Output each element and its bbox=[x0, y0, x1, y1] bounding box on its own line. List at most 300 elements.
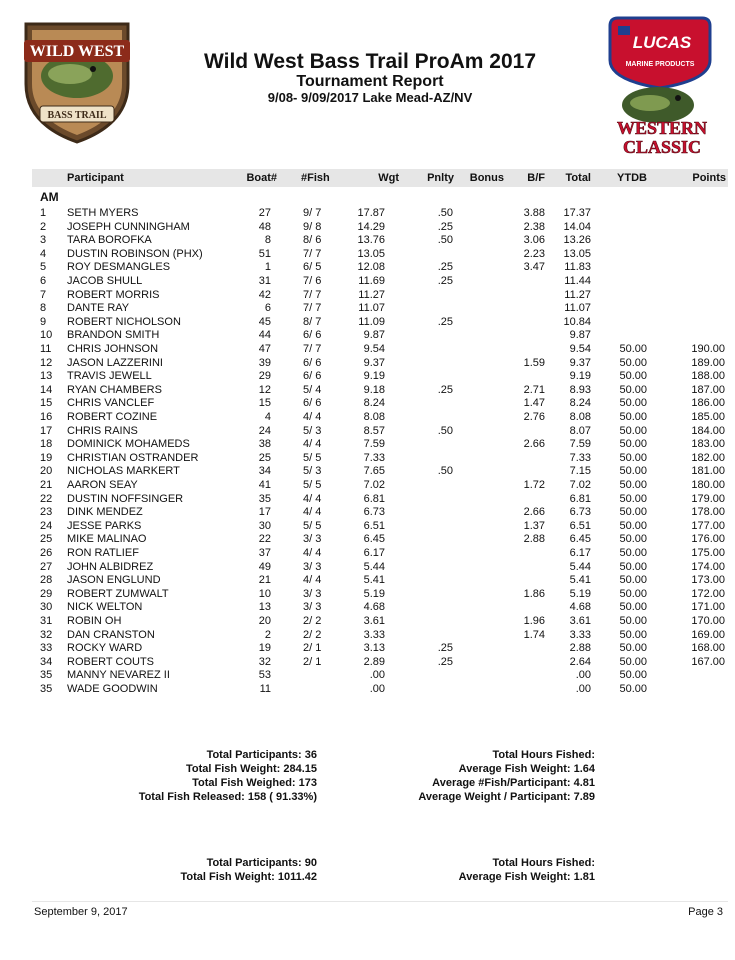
cell-boat-number: 45 bbox=[258, 315, 271, 328]
cell-boat-number: 35 bbox=[258, 492, 271, 505]
table-row bbox=[0, 479, 735, 493]
logo-right-bottom-text-2: CLASSIC bbox=[622, 137, 702, 157]
cell-participant-name: NICHOLAS MARKERT bbox=[67, 465, 180, 478]
table-row bbox=[0, 425, 735, 439]
cell-boat-number: 6 bbox=[264, 302, 271, 315]
cell-weight: 6.45 bbox=[363, 533, 385, 546]
cell-total-weight: 9.87 bbox=[569, 329, 591, 342]
cell-fish-count: 6/ 6 bbox=[303, 356, 322, 369]
col-header-points: Points bbox=[692, 172, 726, 184]
cell-ytdb: 50.00 bbox=[619, 451, 647, 464]
table-row bbox=[0, 506, 735, 520]
cell-fish-count: 4/ 4 bbox=[303, 506, 322, 519]
cell-boat-number: 25 bbox=[258, 451, 271, 464]
cell-total-weight: 9.54 bbox=[569, 343, 591, 355]
cell-rank: 18 bbox=[40, 438, 53, 451]
cell-rank: 34 bbox=[40, 655, 53, 668]
cell-big-fish: 2.66 bbox=[523, 438, 545, 451]
cell-ytdb: 50.00 bbox=[619, 587, 647, 600]
col-header-pnlty: Pnlty bbox=[427, 172, 454, 184]
cell-total-weight: .00 bbox=[575, 683, 591, 695]
cell-participant-name: JESSE PARKS bbox=[67, 519, 142, 532]
cell-participant-name: ROY DESMANGLES bbox=[67, 261, 171, 274]
cell-ytdb: 50.00 bbox=[619, 397, 647, 410]
table-row bbox=[0, 520, 735, 534]
cell-rank: 35 bbox=[40, 683, 53, 695]
cell-fish-count: 2/ 1 bbox=[303, 655, 322, 668]
cell-ytdb: 50.00 bbox=[619, 438, 647, 451]
cell-points: 185.00 bbox=[691, 411, 725, 423]
cell-rank: 6 bbox=[40, 275, 47, 287]
cell-points: 175.00 bbox=[691, 547, 725, 559]
summary-line: Average Fish Weight: 1.64 bbox=[458, 763, 595, 775]
summary-line: Average Fish Weight: 1.81 bbox=[458, 871, 595, 883]
cell-boat-number: 19 bbox=[258, 642, 271, 655]
table-row bbox=[0, 669, 735, 683]
cell-total-weight: 8.24 bbox=[569, 397, 591, 410]
cell-participant-name: JACOB SHULL bbox=[67, 275, 143, 287]
cell-participant-name: JASON ENGLUND bbox=[67, 574, 161, 587]
cell-total-weight: 5.44 bbox=[569, 560, 591, 573]
cell-total-weight: 11.83 bbox=[564, 261, 591, 274]
cell-points: 170.00 bbox=[691, 615, 725, 627]
wild-west-bass-trail-logo bbox=[18, 14, 136, 144]
cell-fish-count: 5/ 3 bbox=[303, 424, 322, 437]
cell-weight: 8.24 bbox=[363, 397, 385, 410]
cell-rank: 29 bbox=[40, 587, 53, 600]
cell-rank: 17 bbox=[40, 424, 53, 437]
cell-participant-name: ROBERT ZUMWALT bbox=[67, 587, 169, 600]
cell-participant-name: NICK WELTON bbox=[67, 601, 143, 614]
cell-rank: 5 bbox=[40, 261, 47, 274]
cell-rank: 24 bbox=[40, 519, 53, 532]
cell-participant-name: DINK MENDEZ bbox=[67, 506, 143, 519]
cell-participant-name: BRANDON SMITH bbox=[67, 329, 160, 342]
section-label: AM bbox=[40, 190, 59, 204]
summary-am-left bbox=[139, 748, 317, 804]
footer-date: September 9, 2017 bbox=[34, 906, 128, 918]
table-row bbox=[0, 642, 735, 656]
cell-fish-count: 7/ 7 bbox=[303, 302, 322, 315]
cell-big-fish: 1.37 bbox=[523, 519, 545, 532]
cell-points: 179.00 bbox=[691, 492, 725, 505]
cell-fish-count: 3/ 3 bbox=[303, 587, 322, 600]
table-row bbox=[0, 411, 735, 425]
report-title-block bbox=[140, 50, 600, 105]
summary-am-right bbox=[418, 748, 595, 804]
cell-fish-count: 6/ 6 bbox=[303, 397, 322, 410]
cell-participant-name: SETH MYERS bbox=[67, 207, 139, 219]
logo-right-brand-text: LUCAS bbox=[632, 33, 692, 52]
cell-total-weight: 2.64 bbox=[569, 655, 591, 668]
cell-participant-name: CHRIS VANCLEF bbox=[67, 397, 155, 410]
summary-line: Total Fish Released: 158 ( 91.33%) bbox=[138, 791, 317, 803]
cell-boat-number: 44 bbox=[258, 329, 271, 342]
cell-big-fish: 2.71 bbox=[523, 383, 545, 396]
cell-weight: 12.08 bbox=[357, 261, 385, 274]
cell-rank: 14 bbox=[40, 383, 53, 396]
cell-rank: 15 bbox=[40, 397, 53, 410]
cell-rank: 31 bbox=[40, 615, 53, 627]
cell-fish-count: 4/ 4 bbox=[303, 574, 322, 587]
cell-big-fish: 1.74 bbox=[523, 628, 545, 641]
table-row bbox=[0, 615, 735, 629]
cell-weight: 11.27 bbox=[358, 288, 385, 301]
table-row bbox=[0, 547, 735, 561]
cell-boat-number: 32 bbox=[258, 655, 271, 668]
cell-weight: 6.73 bbox=[363, 506, 385, 519]
cell-participant-name: MIKE MALINAO bbox=[67, 533, 147, 546]
cell-rank: 27 bbox=[40, 560, 53, 573]
cell-fish-count: 5/ 5 bbox=[303, 519, 322, 532]
col-header-ytdb: YTDB bbox=[617, 172, 647, 184]
cell-boat-number: 15 bbox=[258, 397, 271, 410]
summary-line: Total Hours Fished: bbox=[492, 749, 595, 761]
cell-fish-count: 7/ 6 bbox=[303, 275, 322, 287]
cell-fish-count: 2/ 2 bbox=[303, 628, 322, 641]
cell-participant-name: ROBERT NICHOLSON bbox=[67, 315, 181, 328]
table-row bbox=[0, 601, 735, 615]
cell-ytdb: 50.00 bbox=[619, 655, 647, 668]
cell-participant-name: JASON LAZZERINI bbox=[67, 356, 163, 369]
cell-fish-count: 7/ 7 bbox=[303, 288, 322, 301]
cell-points: 167.00 bbox=[691, 655, 725, 668]
cell-points: 182.00 bbox=[691, 451, 725, 464]
footer-divider bbox=[32, 901, 728, 902]
cell-boat-number: 47 bbox=[258, 343, 271, 355]
cell-boat-number: 20 bbox=[258, 615, 271, 627]
cell-points: 169.00 bbox=[691, 628, 725, 641]
logo-right-bottom-text-1: WESTERN bbox=[616, 118, 708, 138]
cell-participant-name: ROCKY WARD bbox=[67, 642, 143, 655]
summary-total-left bbox=[180, 856, 317, 884]
cell-weight: 3.61 bbox=[363, 615, 385, 627]
col-header-bonus: Bonus bbox=[469, 172, 504, 184]
cell-boat-number: 21 bbox=[258, 574, 271, 587]
cell-rank: 32 bbox=[40, 628, 53, 641]
cell-rank: 25 bbox=[40, 533, 53, 546]
cell-ytdb: 50.00 bbox=[619, 574, 647, 587]
cell-ytdb: 50.00 bbox=[619, 669, 647, 682]
cell-ytdb: 50.00 bbox=[619, 479, 647, 491]
cell-boat-number: 39 bbox=[258, 356, 271, 369]
cell-total-weight: 17.37 bbox=[563, 207, 591, 219]
table-row bbox=[0, 574, 735, 588]
cell-rank: 12 bbox=[40, 356, 53, 369]
cell-rank: 16 bbox=[40, 411, 53, 423]
summary-line: Average Weight / Participant: 7.89 bbox=[418, 791, 595, 803]
cell-total-weight: .00 bbox=[575, 669, 591, 682]
cell-weight: .00 bbox=[369, 669, 385, 682]
lucas-western-classic-logo bbox=[598, 10, 722, 160]
cell-weight: 9.37 bbox=[363, 356, 385, 369]
cell-weight: 3.33 bbox=[363, 628, 385, 641]
cell-big-fish: 1.72 bbox=[523, 479, 545, 491]
cell-big-fish: 2.88 bbox=[523, 533, 545, 546]
cell-big-fish: 2.76 bbox=[523, 411, 545, 423]
cell-ytdb: 50.00 bbox=[619, 628, 647, 641]
table-row bbox=[0, 493, 735, 507]
cell-total-weight: 14.04 bbox=[563, 220, 591, 233]
table-row bbox=[0, 302, 735, 316]
summary-line: Total Fish Weight: 284.15 bbox=[185, 763, 317, 775]
cell-participant-name: DUSTIN ROBINSON (PHX) bbox=[67, 247, 203, 260]
cell-boat-number: 37 bbox=[258, 547, 271, 559]
cell-weight: 14.29 bbox=[357, 220, 385, 233]
cell-fish-count: 5/ 5 bbox=[303, 451, 322, 464]
cell-ytdb: 50.00 bbox=[619, 370, 647, 383]
cell-rank: 19 bbox=[40, 451, 53, 464]
cell-points: 183.00 bbox=[691, 438, 725, 451]
cell-fish-count: 5/ 4 bbox=[303, 383, 322, 396]
cell-weight: 11.69 bbox=[358, 275, 385, 287]
cell-fish-count: 3/ 3 bbox=[303, 533, 322, 546]
cell-ytdb: 50.00 bbox=[619, 383, 647, 396]
cell-boat-number: 42 bbox=[258, 288, 271, 301]
cell-ytdb: 50.00 bbox=[619, 547, 647, 559]
cell-total-weight: 7.59 bbox=[569, 438, 591, 451]
cell-total-weight: 6.73 bbox=[569, 506, 591, 519]
table-row bbox=[0, 329, 735, 343]
cell-fish-count: 6/ 6 bbox=[303, 370, 322, 383]
cell-weight: 6.17 bbox=[363, 547, 385, 559]
cell-weight: 6.51 bbox=[363, 519, 385, 532]
cell-penalty: .25 bbox=[437, 655, 453, 668]
cell-ytdb: 50.00 bbox=[619, 642, 647, 655]
cell-penalty: .50 bbox=[437, 207, 453, 219]
cell-boat-number: 17 bbox=[258, 506, 271, 519]
table-row bbox=[0, 656, 735, 670]
summary-total-right bbox=[459, 856, 595, 884]
cell-total-weight: 8.93 bbox=[569, 383, 591, 396]
cell-big-fish: 1.86 bbox=[523, 587, 545, 600]
col-header-wgt: Wgt bbox=[378, 172, 399, 184]
cell-weight: 9.19 bbox=[363, 370, 385, 383]
cell-boat-number: 22 bbox=[258, 533, 271, 546]
cell-points: 177.00 bbox=[691, 519, 725, 532]
cell-fish-count: 7/ 7 bbox=[303, 343, 322, 355]
cell-participant-name: DOMINICK MOHAMEDS bbox=[67, 438, 190, 451]
cell-total-weight: 11.07 bbox=[564, 302, 591, 315]
cell-boat-number: 12 bbox=[258, 383, 271, 396]
cell-ytdb: 50.00 bbox=[619, 465, 647, 478]
cell-fish-count: 2/ 2 bbox=[303, 615, 322, 627]
cell-big-fish: 1.59 bbox=[523, 356, 545, 369]
cell-big-fish: 2.66 bbox=[523, 506, 545, 519]
cell-ytdb: 50.00 bbox=[619, 343, 647, 355]
cell-boat-number: 34 bbox=[258, 465, 271, 478]
report-date-location: 9/08- 9/09/2017 Lake Mead-AZ/NV bbox=[267, 90, 473, 105]
cell-participant-name: CHRIS JOHNSON bbox=[67, 343, 159, 355]
cell-participant-name: CHRISTIAN OSTRANDER bbox=[67, 451, 199, 464]
cell-ytdb: 50.00 bbox=[619, 519, 647, 532]
report-subtitle: Tournament Report bbox=[296, 73, 444, 90]
cell-participant-name: RON RATLIEF bbox=[67, 547, 139, 559]
col-header-bf: B/F bbox=[527, 172, 545, 184]
cell-participant-name: WADE GOODWIN bbox=[67, 683, 158, 695]
cell-fish-count: 6/ 5 bbox=[303, 261, 322, 274]
cell-rank: 9 bbox=[40, 315, 47, 328]
cell-fish-count: 4/ 4 bbox=[303, 492, 322, 505]
cell-weight: 4.68 bbox=[363, 601, 385, 614]
cell-weight: 8.57 bbox=[363, 424, 385, 437]
cell-fish-count: 4/ 4 bbox=[303, 438, 322, 451]
cell-weight: 9.87 bbox=[363, 329, 385, 342]
cell-ytdb: 50.00 bbox=[619, 615, 647, 627]
report-title: Wild West Bass Trail ProAm 2017 bbox=[203, 50, 537, 73]
cell-total-weight: 13.05 bbox=[563, 247, 591, 260]
cell-weight: 11.09 bbox=[358, 315, 385, 328]
cell-weight: 9.54 bbox=[363, 343, 385, 355]
cell-participant-name: DUSTIN NOFFSINGER bbox=[67, 492, 184, 505]
cell-penalty: .25 bbox=[437, 383, 453, 396]
cell-rank: 20 bbox=[40, 465, 53, 478]
cell-penalty: .25 bbox=[437, 642, 453, 655]
col-header-total: Total bbox=[565, 172, 591, 184]
cell-big-fish: 2.23 bbox=[523, 247, 545, 260]
cell-rank: 3 bbox=[40, 234, 47, 247]
cell-weight: 7.02 bbox=[363, 479, 385, 491]
cell-weight: 9.18 bbox=[363, 383, 385, 396]
cell-rank: 10 bbox=[40, 329, 53, 342]
cell-points: 181.00 bbox=[691, 465, 725, 478]
cell-rank: 21 bbox=[40, 479, 53, 491]
table-row bbox=[0, 234, 735, 248]
cell-ytdb: 50.00 bbox=[619, 424, 647, 437]
cell-fish-count: 9/ 8 bbox=[303, 220, 322, 233]
cell-total-weight: 11.44 bbox=[564, 275, 591, 287]
table-row bbox=[0, 221, 735, 235]
cell-fish-count: 9/ 7 bbox=[303, 207, 322, 219]
summary-line: Total Participants: 36 bbox=[206, 749, 317, 761]
cell-rank: 30 bbox=[40, 601, 53, 614]
cell-total-weight: 4.68 bbox=[569, 601, 591, 614]
cell-total-weight: 13.26 bbox=[563, 234, 591, 247]
cell-total-weight: 2.88 bbox=[569, 642, 591, 655]
cell-points: 188.00 bbox=[691, 370, 725, 383]
footer-page-number: Page 3 bbox=[688, 906, 723, 918]
cell-points: 180.00 bbox=[691, 479, 725, 491]
cell-penalty: .25 bbox=[437, 275, 453, 287]
cell-rank: 35 bbox=[40, 669, 53, 682]
cell-ytdb: 50.00 bbox=[619, 492, 647, 505]
cell-fish-count: 8/ 7 bbox=[303, 315, 322, 328]
cell-participant-name: ROBERT COZINE bbox=[67, 411, 158, 423]
table-row bbox=[0, 452, 735, 466]
col-header-fish: #Fish bbox=[301, 172, 330, 184]
cell-total-weight: 3.33 bbox=[569, 628, 591, 641]
cell-fish-count: 5/ 5 bbox=[303, 479, 322, 491]
cell-weight: 6.81 bbox=[363, 492, 385, 505]
cell-big-fish: 3.06 bbox=[523, 234, 545, 247]
table-row bbox=[0, 683, 735, 697]
cell-boat-number: 2 bbox=[264, 628, 271, 641]
cell-participant-name: RYAN CHAMBERS bbox=[67, 383, 162, 396]
cell-points: 184.00 bbox=[691, 424, 725, 437]
table-row bbox=[0, 275, 735, 289]
cell-boat-number: 53 bbox=[258, 669, 271, 682]
cell-rank: 28 bbox=[40, 574, 53, 587]
cell-rank: 23 bbox=[40, 506, 53, 519]
cell-penalty: .50 bbox=[437, 234, 453, 247]
cell-points: 178.00 bbox=[691, 506, 725, 519]
cell-participant-name: ROBERT MORRIS bbox=[67, 288, 160, 301]
cell-boat-number: 38 bbox=[258, 438, 271, 451]
cell-rank: 11 bbox=[40, 343, 52, 355]
table-row bbox=[0, 397, 735, 411]
col-header-boat: Boat# bbox=[246, 172, 277, 184]
table-row bbox=[0, 384, 735, 398]
cell-total-weight: 3.61 bbox=[569, 615, 591, 627]
table-row bbox=[0, 316, 735, 330]
cell-boat-number: 30 bbox=[258, 519, 271, 532]
cell-participant-name: CHRIS RAINS bbox=[67, 424, 138, 437]
cell-weight: 5.44 bbox=[363, 560, 385, 573]
cell-participant-name: JOHN ALBIDREZ bbox=[67, 560, 154, 573]
cell-weight: 5.41 bbox=[363, 574, 385, 587]
cell-participant-name: TARA BOROFKA bbox=[67, 234, 152, 247]
cell-ytdb: 50.00 bbox=[619, 356, 647, 369]
cell-points: 172.00 bbox=[691, 587, 725, 600]
cell-total-weight: 6.45 bbox=[569, 533, 591, 546]
cell-big-fish: 1.96 bbox=[523, 615, 545, 627]
cell-boat-number: 1 bbox=[264, 261, 271, 274]
cell-penalty: .25 bbox=[437, 315, 453, 328]
table-row bbox=[0, 533, 735, 547]
cell-rank: 26 bbox=[40, 547, 53, 559]
cell-boat-number: 24 bbox=[258, 424, 271, 437]
logo-right-sub-text: MARINE PRODUCTS bbox=[625, 61, 695, 68]
cell-ytdb: 50.00 bbox=[619, 683, 647, 695]
cell-boat-number: 48 bbox=[258, 220, 271, 233]
cell-boat-number: 41 bbox=[258, 479, 271, 491]
cell-boat-number: 11 bbox=[259, 683, 271, 695]
cell-ytdb: 50.00 bbox=[619, 601, 647, 614]
cell-rank: 22 bbox=[40, 492, 53, 505]
cell-big-fish: 1.47 bbox=[523, 397, 545, 410]
cell-boat-number: 27 bbox=[258, 207, 271, 219]
cell-weight: 7.33 bbox=[363, 451, 385, 464]
cell-fish-count: 7/ 7 bbox=[303, 247, 322, 260]
cell-points: 176.00 bbox=[691, 533, 725, 546]
table-row bbox=[0, 343, 735, 357]
cell-fish-count: 4/ 4 bbox=[303, 547, 322, 559]
cell-rank: 2 bbox=[40, 220, 47, 233]
cell-penalty: .50 bbox=[437, 424, 453, 437]
cell-weight: 2.89 bbox=[363, 655, 385, 668]
cell-ytdb: 50.00 bbox=[619, 506, 647, 519]
cell-total-weight: 8.07 bbox=[569, 424, 591, 437]
cell-total-weight: 5.41 bbox=[569, 574, 591, 587]
cell-total-weight: 6.17 bbox=[569, 547, 591, 559]
col-header-participant: Participant bbox=[67, 172, 124, 184]
cell-participant-name: DAN CRANSTON bbox=[67, 628, 155, 641]
cell-total-weight: 8.08 bbox=[569, 411, 591, 423]
cell-participant-name: DANTE RAY bbox=[67, 302, 130, 315]
cell-fish-count: 2/ 1 bbox=[303, 642, 322, 655]
logo-left-top-text: WILD WEST bbox=[29, 43, 125, 60]
cell-fish-count: 4/ 4 bbox=[303, 411, 322, 423]
table-row bbox=[0, 438, 735, 452]
cell-weight: 3.13 bbox=[363, 642, 385, 655]
cell-ytdb: 50.00 bbox=[619, 533, 647, 546]
cell-weight: 5.19 bbox=[363, 587, 385, 600]
cell-penalty: .25 bbox=[437, 261, 453, 274]
cell-ytdb: 50.00 bbox=[619, 411, 647, 423]
cell-big-fish: 3.88 bbox=[523, 207, 545, 219]
cell-rank: 4 bbox=[40, 247, 47, 260]
table-row bbox=[0, 289, 735, 303]
